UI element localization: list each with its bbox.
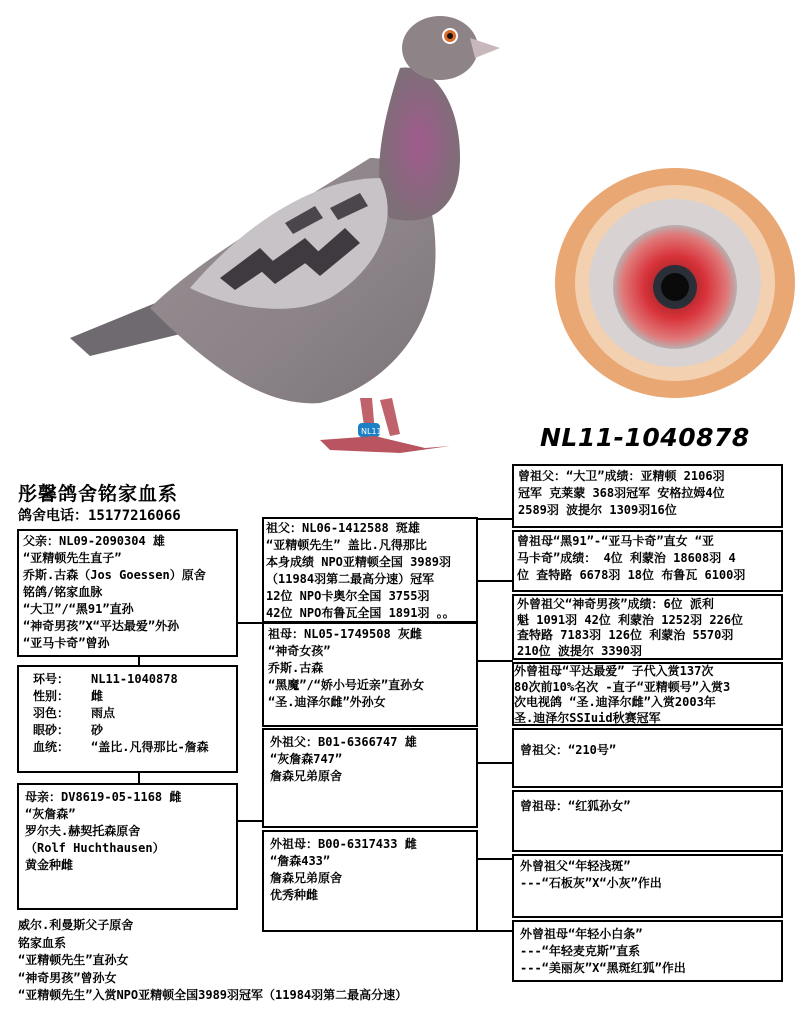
mother-line: “灰詹森” bbox=[25, 807, 76, 821]
mgm-line: 外祖母：B00-6317433 雌 bbox=[270, 837, 417, 851]
maternal-grandfather-box bbox=[262, 728, 478, 828]
great-grandmother-mp-box bbox=[512, 790, 783, 852]
paternal-grandmother-box bbox=[262, 622, 478, 727]
pgm-line: “黑魔”/“娇小号近亲”直孙女 bbox=[268, 678, 425, 692]
great-grandfather-pm-box bbox=[512, 594, 783, 660]
great-grandfather-mm-box bbox=[512, 854, 783, 918]
mother-line: （Rolf Huchthausen） bbox=[25, 841, 165, 855]
great-grandmother-mm-box bbox=[512, 920, 783, 982]
mgm-line: “詹森433” bbox=[270, 854, 331, 868]
ggp-line: 冠军 克莱蒙 368羽冠军 安格拉姆4位 bbox=[518, 486, 725, 500]
ggp-line: 魁 1091羽 42位 利蒙治 1252羽 226位 bbox=[517, 612, 744, 627]
ggp-line: 外曾祖父“年轻浅斑” bbox=[520, 859, 631, 873]
father-line: “亚马卡奇”曾孙 bbox=[23, 636, 110, 650]
father-line: “大卫”/“黑91”直孙 bbox=[23, 602, 134, 616]
great-grandfather-pp-box bbox=[512, 464, 783, 528]
footer-line: “亚精顿先生”直孙女 bbox=[18, 953, 129, 967]
ggp-line: 曾祖母：“红狐孙女” bbox=[520, 799, 631, 813]
pgf-line: 本身成绩 NPO亚精顿全国 3989羽 bbox=[266, 555, 452, 569]
pgf-line: 42位 NPO布鲁瓦全国 1891羽 。。 bbox=[266, 606, 455, 620]
connector bbox=[477, 580, 513, 582]
pgf-line: （11984羽第二最高分速）冠军 bbox=[266, 572, 435, 586]
eye-closeup bbox=[540, 165, 795, 405]
mother-line: 黄金种雌 bbox=[25, 858, 74, 872]
pigeon-photo bbox=[30, 8, 510, 458]
mgm-line: 詹森兄弟原舍 bbox=[270, 871, 343, 885]
footer-notes bbox=[18, 917, 407, 1005]
svg-text:NL11: NL11 bbox=[361, 427, 382, 436]
great-grandmother-pm-box bbox=[512, 662, 783, 726]
footer-line: 铭家血系 bbox=[18, 935, 67, 950]
mgm-line: 优秀种雌 bbox=[270, 888, 319, 902]
father-line: “亚精顿先生直子” bbox=[23, 551, 122, 565]
loft-name: 彤馨鸽舍铭家血系 bbox=[18, 483, 179, 505]
mgf-line: 詹森兄弟原舍 bbox=[270, 769, 343, 783]
connector bbox=[477, 660, 513, 662]
mother-line: 母亲：DV8619-05-1168 雌 bbox=[25, 790, 182, 804]
mother-box bbox=[17, 783, 238, 910]
father-box bbox=[17, 529, 238, 657]
mgf-line: “灰詹森747” bbox=[270, 752, 343, 766]
info-row-eye: 眼砂： 砂 bbox=[33, 723, 104, 737]
connector bbox=[477, 762, 513, 764]
ggp-line: 位 查特路 6678羽 18位 布鲁瓦 6100羽 bbox=[517, 568, 746, 582]
paternal-grandfather-box bbox=[262, 517, 478, 623]
ggp-line: 外曾祖父“神奇男孩”成绩：6位 派利 bbox=[517, 597, 714, 611]
ring-number-title: NL11-1040878 bbox=[540, 423, 750, 452]
father-line: “神奇男孩”X“平达最爱”外孙 bbox=[23, 619, 180, 633]
ggp-line: 马卡奇”成绩： 4位 利蒙治 18608羽 4 bbox=[517, 551, 736, 565]
connector bbox=[477, 858, 513, 860]
connector bbox=[237, 622, 263, 624]
pgf-line: 12位 NPO卡奥尔全国 3755羽 bbox=[266, 589, 430, 603]
pgm-line: “神奇女孩” bbox=[268, 644, 331, 658]
father-line: 父亲：NL09-2090304 雄 bbox=[23, 534, 165, 548]
info-row-ring: 环号： NL11-1040878 bbox=[33, 672, 178, 686]
ggp-line: 曾祖父：“大卫”成绩：亚精顿 2106羽 bbox=[518, 469, 725, 483]
info-row-sex: 性别： 雌 bbox=[33, 689, 104, 703]
ggp-line: 圣.迪泽尔SSIuid秋赛冠军 bbox=[514, 710, 661, 725]
ggp-line: 80次前10%名次 -直子“亚精顿号”入赏3 bbox=[514, 679, 731, 694]
ggp-line: 2589羽 波提尔 1309羽16位 bbox=[518, 503, 677, 517]
connector bbox=[237, 820, 263, 822]
father-line: 乔斯.古森（Jos Goessen）原舍 bbox=[23, 568, 206, 582]
pgf-line: “亚精顿先生” 盖比.凡得那比 bbox=[266, 538, 427, 552]
ggp-line: ---“美丽灰”X“黑斑红狐”作出 bbox=[520, 961, 686, 975]
pgm-line: 祖母：NL05-1749508 灰雌 bbox=[268, 627, 422, 641]
pgm-line: 乔斯.古森 bbox=[268, 661, 324, 675]
footer-line: 威尔.利曼斯父子原舍 bbox=[18, 918, 134, 932]
footer-line: “神奇男孩”曾孙女 bbox=[18, 970, 117, 985]
pgf-line: 祖父：NL06-1412588 斑雄 bbox=[266, 521, 420, 535]
info-row-color: 羽色： 雨点 bbox=[33, 706, 116, 720]
ggp-line: 外曾祖母“年轻小白条” bbox=[520, 927, 643, 941]
connector bbox=[477, 518, 513, 520]
ggp-line: 210位 波提尔 3390羽 bbox=[517, 643, 643, 658]
ggp-line: ---“石板灰”X“小灰”作出 bbox=[520, 876, 662, 890]
mgf-line: 外祖父：B01-6366747 雄 bbox=[270, 735, 417, 749]
ggp-line: 查特路 7183羽 126位 利蒙治 5570羽 bbox=[517, 628, 734, 642]
info-row-bloodline: 血统： “盖比.凡得那比-詹森 bbox=[33, 740, 209, 754]
father-line: 铭鸽/铭家血脉 bbox=[23, 585, 103, 599]
great-grandfather-mp-box bbox=[512, 728, 783, 788]
ggp-line: 外曾祖母“平达最爱” 子代入赏137次 bbox=[514, 664, 714, 678]
mother-line: 罗尔夫.赫契托森原舍 bbox=[25, 824, 141, 838]
connector bbox=[477, 930, 513, 932]
ggp-line: 曾祖母“黑91”-“亚马卡奇”直女 “亚 bbox=[517, 534, 715, 548]
pgm-line: “圣.迪泽尔雌”外孙女 bbox=[268, 695, 386, 709]
ggp-line: ---“年轻麦克斯”直系 bbox=[520, 944, 641, 958]
great-grandmother-pp-box bbox=[512, 530, 783, 592]
bird-info-box bbox=[17, 665, 238, 773]
footer-line: “亚精顿先生”入赏NPO亚精顿全国3989羽冠军（11984羽第二最高分速） bbox=[18, 988, 408, 1002]
ggp-line: 次电视鸽 “圣.迪泽尔雌”入赏2003年 bbox=[514, 695, 716, 709]
ggp-line: 曾祖父：“210号” bbox=[520, 743, 617, 757]
loft-phone: 鸽舍电话：15177216066 bbox=[18, 508, 181, 524]
